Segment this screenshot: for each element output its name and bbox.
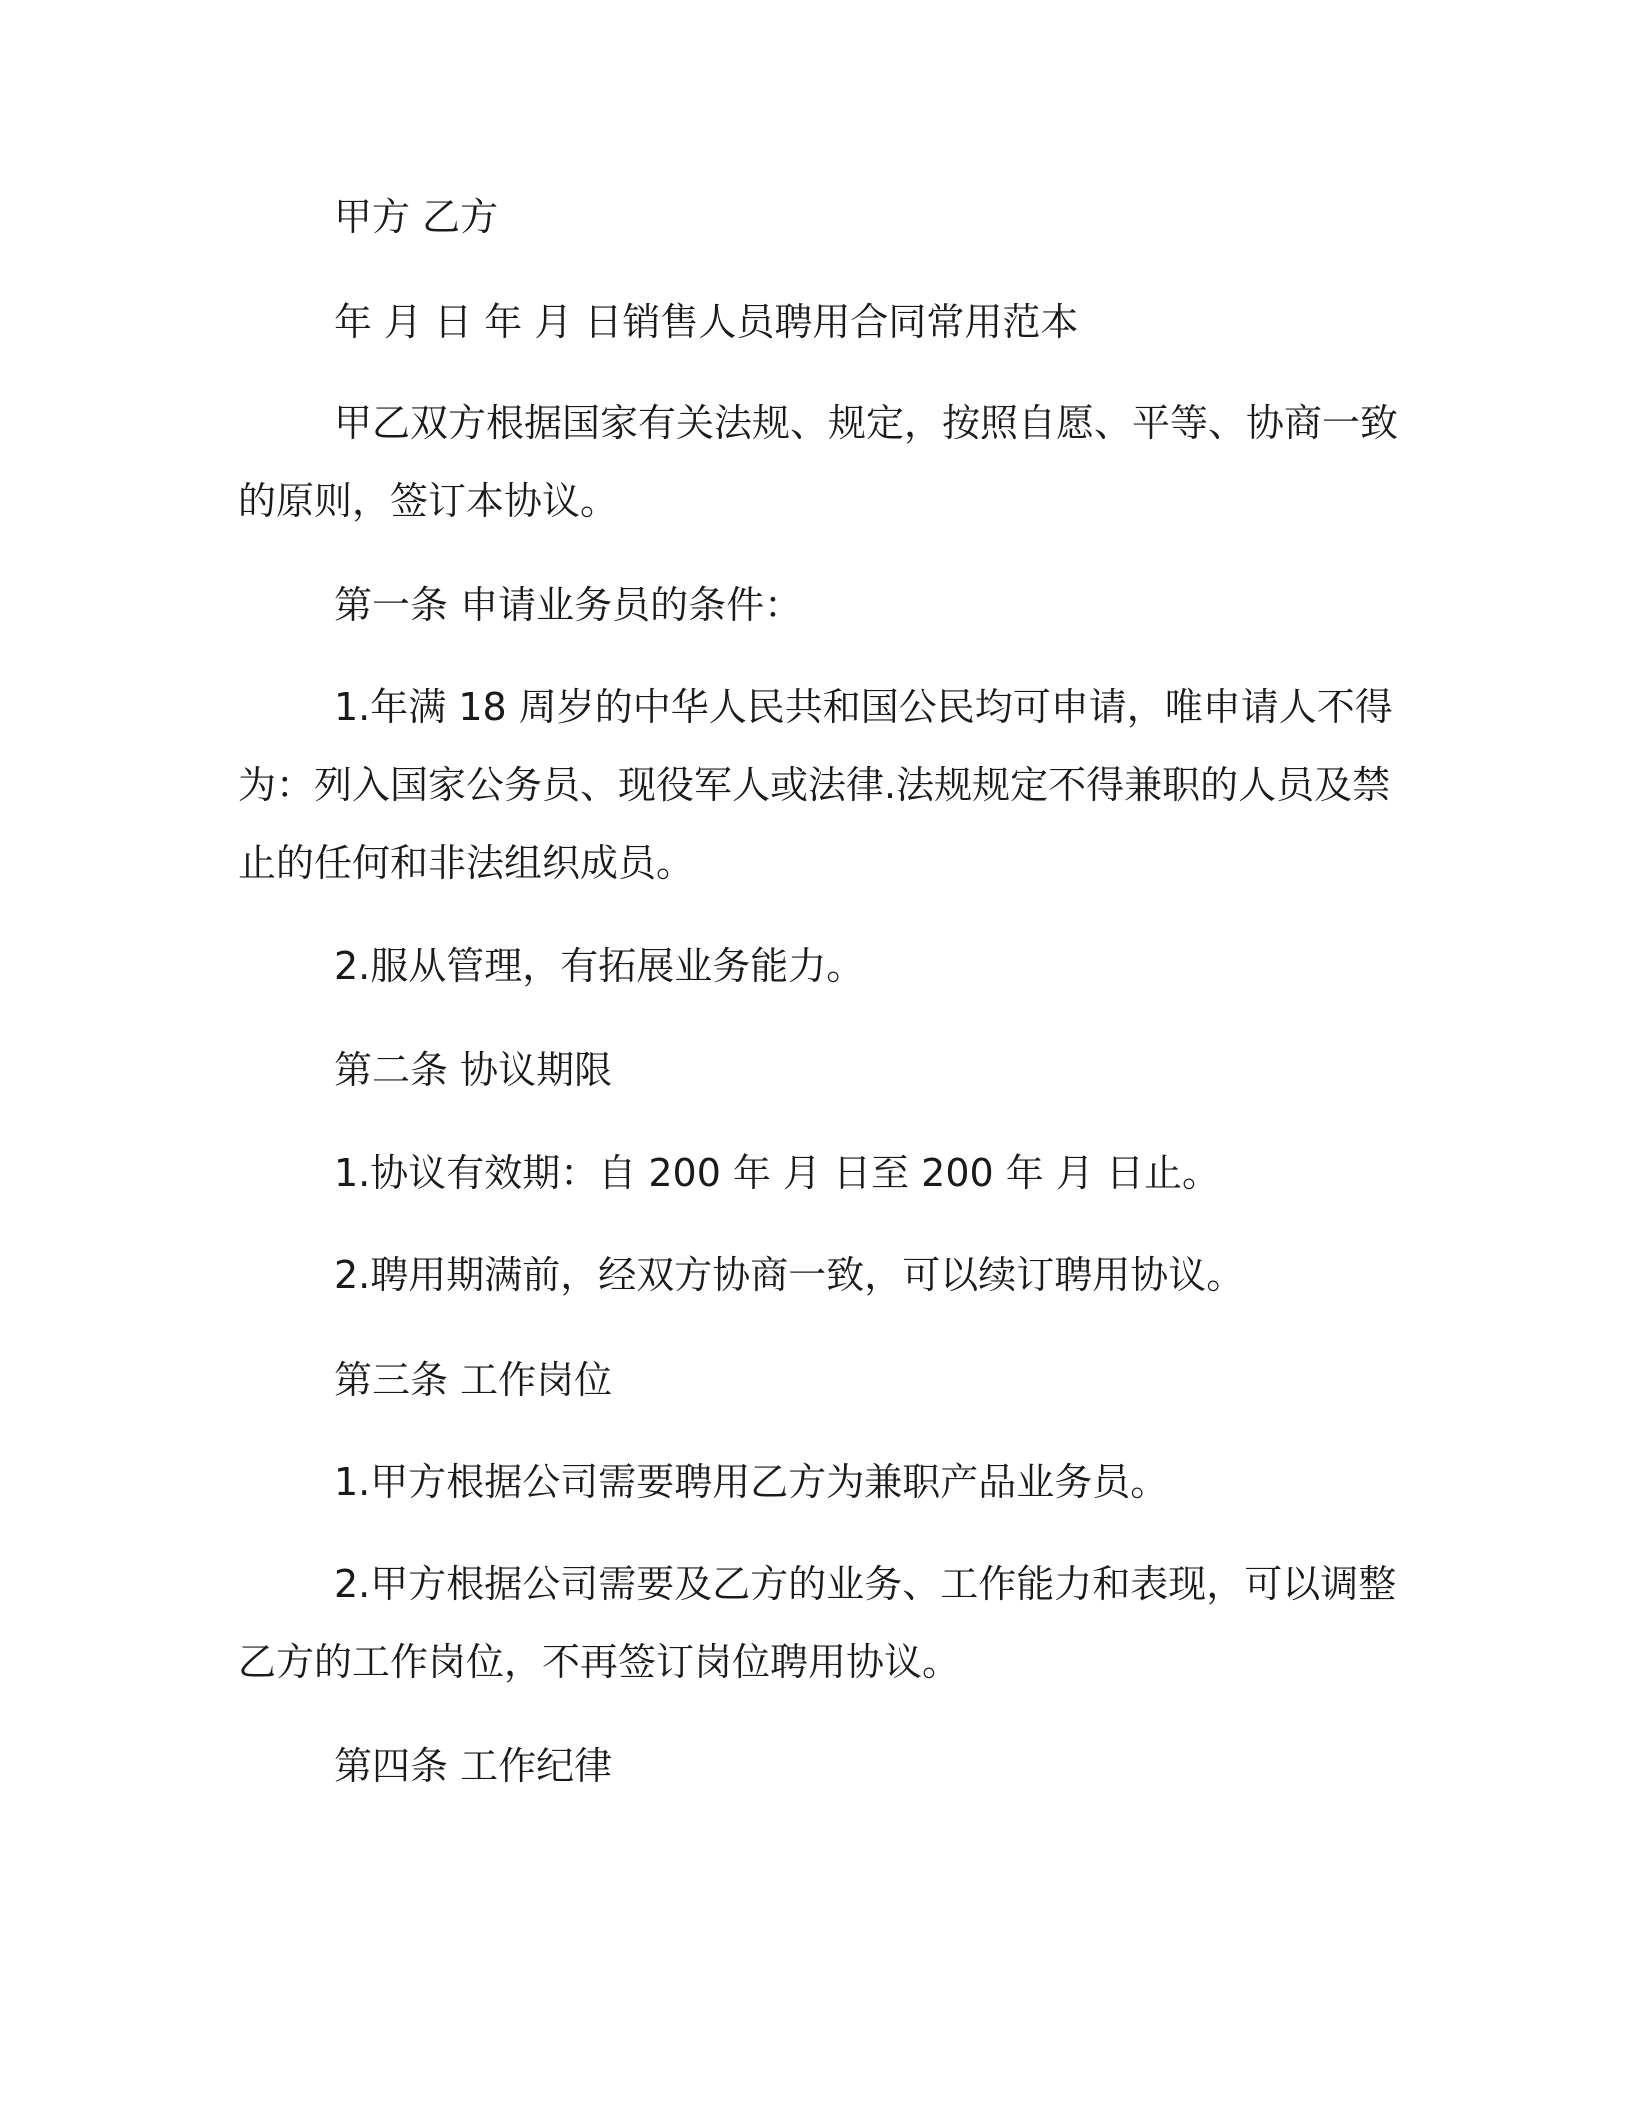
article-2-clause-1 xyxy=(238,1134,1378,1212)
article-2-heading xyxy=(238,1031,1378,1109)
party-labels xyxy=(238,178,1378,256)
text-line: 乙方的工作岗位，不再签订岗位聘用协议。 xyxy=(238,1640,961,1684)
text-line: 为：列入国家公务员、现役军人或法律.法规规定不得兼职的人员及禁 xyxy=(238,763,1391,807)
text-line: 止的任何和非法组织成员。 xyxy=(238,841,695,885)
article-3-heading xyxy=(238,1341,1378,1419)
text-line: 1.协议有效期：自 200 年 月 日至 200 年 月 日止。 xyxy=(334,1151,1220,1195)
article-1-heading xyxy=(238,566,1378,644)
text-line: 第二条 协议期限 xyxy=(334,1048,613,1092)
text-line: 2.甲方根据公司需要及乙方的业务、工作能力和表现，可以调整 xyxy=(334,1562,1397,1606)
text-line: 甲乙双方根据国家有关法规、规定，按照自愿、平等、协商一致 xyxy=(334,401,1399,445)
text-line: 第四条 工作纪律 xyxy=(334,1744,613,1788)
preamble-paragraph xyxy=(238,384,1399,540)
article-2-clause-2 xyxy=(238,1236,1378,1314)
text-line: 第三条 工作岗位 xyxy=(334,1358,613,1402)
text-line: 年 月 日 年 月 日销售人员聘用合同常用范本 xyxy=(334,300,1079,344)
text-line: 第一条 申请业务员的条件： xyxy=(334,583,803,627)
article-1-clause-2 xyxy=(238,927,1378,1005)
text-line: 甲方 乙方 xyxy=(334,195,499,239)
text-line: 2.服从管理，有拓展业务能力。 xyxy=(334,944,865,988)
article-4-heading xyxy=(238,1727,1378,1805)
text-line: 1.甲方根据公司需要聘用乙方为兼职产品业务员。 xyxy=(334,1460,1169,1504)
text-line: 的原则，签订本协议。 xyxy=(238,479,619,523)
text-line: 2.聘用期满前，经双方协商一致，可以续订聘用协议。 xyxy=(334,1253,1245,1297)
article-1-clause-1 xyxy=(238,668,1393,902)
text-line: 1.年满 18 周岁的中华人民共和国公民均可申请，唯申请人不得 xyxy=(334,685,1393,729)
document-title-line xyxy=(238,283,1378,361)
article-3-clause-1 xyxy=(238,1443,1378,1521)
article-3-clause-2 xyxy=(238,1545,1397,1701)
